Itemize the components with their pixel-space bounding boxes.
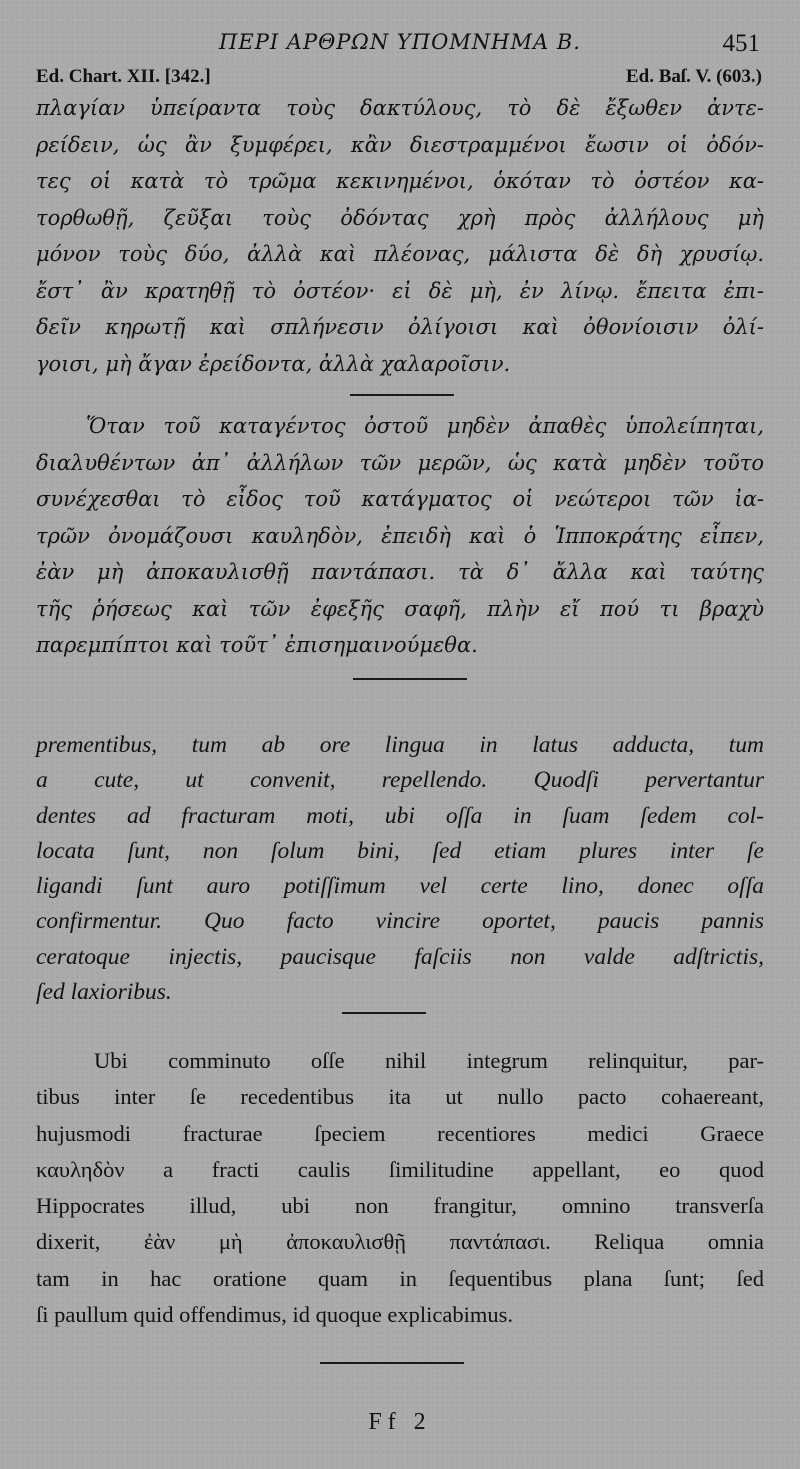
- section-divider: [320, 1362, 464, 1364]
- page-number: 451: [722, 30, 760, 57]
- text-line: δεῖν κηρωτῇ καὶ σπλήνεσιν ὀλίγοισι καὶ ὀθονίοισιν ὀλί-: [36, 315, 764, 339]
- text-line: διαλυθέντων ἀπ᾽ ἀλλήλων τῶν μερῶν, ὡς κατὰ μηδὲν τοῦτο: [36, 450, 764, 475]
- section-divider: [353, 678, 467, 680]
- text-line: γοισι, μὴ ἄγαν ἐρείδοντα, ἀλλὰ χαλαροῖσιν.: [36, 351, 511, 376]
- section-divider: [342, 1012, 426, 1014]
- text-line: ἐὰν μὴ ἀποκαυλισθῇ παντάπασι. τὰ δ᾽ ἄλλα καὶ ταύτης: [36, 560, 764, 584]
- printer-signature-mark: Ff 2: [368, 1409, 432, 1435]
- text-line: παρεμπίπτοι καὶ τοῦτ᾽ ἐπισημαινούμεθα.: [36, 633, 478, 657]
- text-line: tam in hac oratione quam in ſequentibus plana ſunt; ſed: [36, 1265, 764, 1291]
- edition-reference-chartier: Ed. Chart. XII. [342.]: [36, 66, 211, 87]
- text-line: tibus inter ſe recedentibus ita ut nullo pacto cohaereant,: [36, 1084, 764, 1110]
- text-line: ceratoque injectis, paucisque faſciis non valde adſtrictis,: [36, 943, 764, 970]
- text-line: τες οἱ κατὰ τὸ τρῶμα κεκινημένοι, ὁκόταν τὸ ὀστέον κα-: [36, 169, 764, 193]
- text-line: Hippocrates illud, ubi non frangitur, omnino transverſa: [36, 1193, 764, 1219]
- text-line: ſed laxioribus.: [36, 979, 172, 1006]
- text-line: dentes ad fracturam moti, ubi oſſa in ſuam ſedem col-: [36, 802, 764, 829]
- greek-paragraph-2: [36, 408, 764, 664]
- text-line: συνέχεσθαι τὸ εἶδος τοῦ κατάγματος οἱ νεώτεροι τῶν ἰα-: [36, 487, 764, 511]
- edition-reference-basel: Ed. Baſ. V. (603.): [625, 66, 762, 87]
- latin-paragraph-2: [36, 1043, 764, 1333]
- text-line: locata ſunt, non ſolum bini, ſed etiam plures inter ſe: [36, 837, 764, 864]
- text-line: hujusmodi fracturae ſpeciem recentiores medici Graece: [36, 1120, 764, 1146]
- running-title: ΠΕΡΙ ΑΡΘΡΩΝ ΥΠΟΜΝΗΜΑ Β.: [219, 30, 581, 54]
- text-line: Ubi comminuto oſſe nihil integrum relinquitur, par-: [94, 1048, 764, 1073]
- text-line: ſi paullum quid offendimus, id quoque explicabimus.: [36, 1302, 514, 1328]
- text-line: καυληδὸν a fracti caulis ſimilitudine appellant, eo quod: [36, 1156, 764, 1182]
- text-line: τρῶν ὀνομάζουσι καυληδὸν, ἐπειδὴ καὶ ὁ Ἱπποκράτης εἶπεν,: [36, 523, 764, 548]
- text-line: ἔστ᾽ ἂν κρατηθῇ τὸ ὀστέον· εἰ δὲ μὴ, ἐν λίνῳ. ἔπειτα ἐπι-: [36, 278, 764, 303]
- text-line: τῆς ῥήσεως καὶ τῶν ἐφεξῆς σαφῆ, πλὴν εἴ πού τι βραχὺ: [36, 596, 764, 621]
- text-line: dixerit, ἐὰν μὴ ἀποκαυλισθῇ παντάπασι. Reliqua omnia: [36, 1229, 764, 1255]
- section-divider: [350, 394, 454, 396]
- text-line: confirmentur. Quo facto vincire oportet, paucis pannis: [36, 908, 764, 935]
- text-line: Ὅταν τοῦ καταγέντος ὀστοῦ μηδὲν ἀπαθὲς ὑπολείπηται,: [86, 414, 764, 438]
- latin-paragraph-1: [36, 728, 764, 1010]
- text-line: μόνον τοὺς δύο, ἀλλὰ καὶ πλέονας, μάλιστα δὲ δὴ χρυσίῳ.: [36, 242, 764, 266]
- text-line: prementibus, tum ab ore lingua in latus adducta, tum: [36, 732, 764, 758]
- text-line: ρείδειν, ὡς ἂν ξυμφέρει, κἂν διεστραμμένοι ἔωσιν οἱ ὀδόν-: [36, 132, 764, 157]
- text-line: πλαγίαν ὑπείραντα τοὺς δακτύλους, τὸ δὲ ἔξωθεν ἀντε-: [36, 96, 764, 120]
- text-line: τορθωθῇ, ζεῦξαι τοὺς ὀδόντας χρὴ πρὸς ἀλλήλους μὴ: [36, 205, 764, 230]
- text-line: a cute, ut convenit, repellendo. Quodſi pervertantur: [36, 767, 764, 794]
- text-line: ligandi ſunt auro potiſſimum vel certe lino, donec oſſa: [36, 873, 764, 900]
- greek-paragraph-1: [36, 90, 764, 382]
